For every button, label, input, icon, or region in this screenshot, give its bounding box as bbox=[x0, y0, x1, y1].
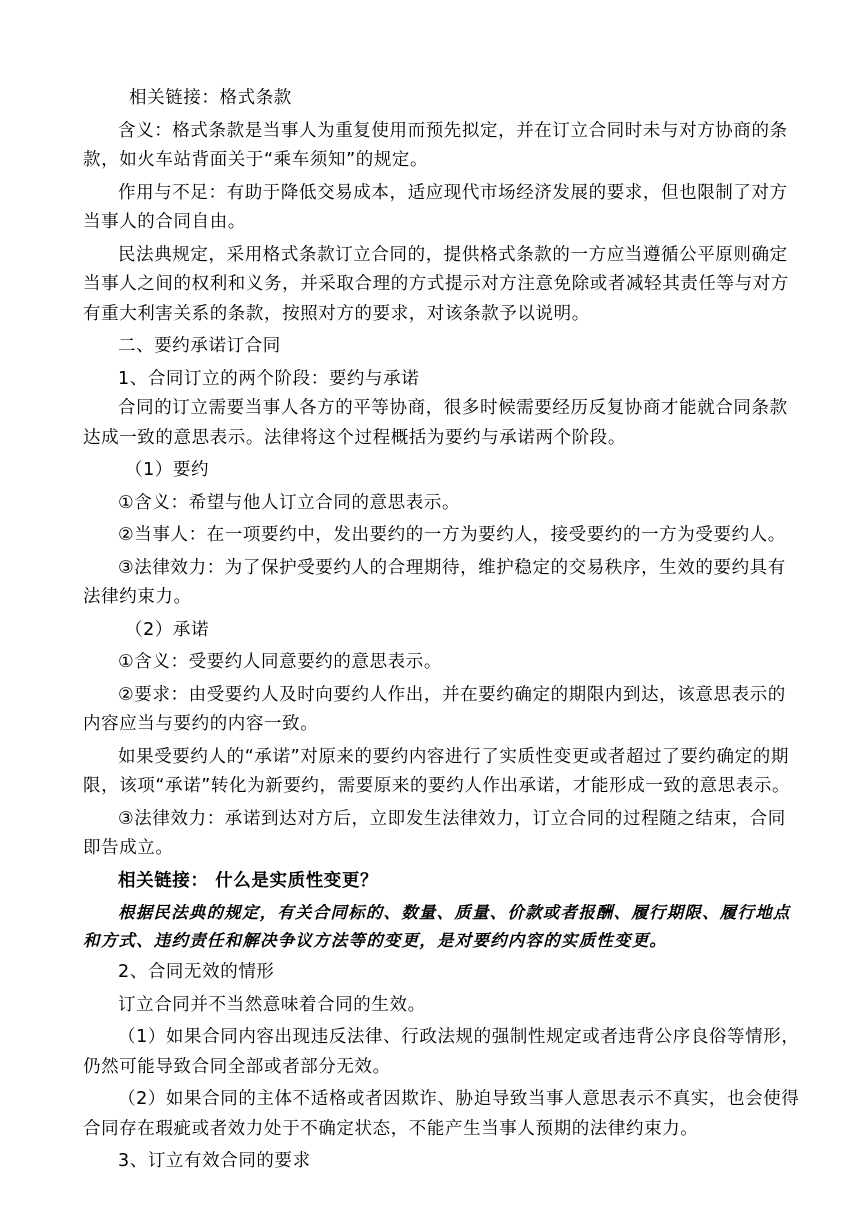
item-heading-acceptance: （2）承诺 bbox=[125, 619, 210, 640]
offer-parties: ②当事人：在一项要约中，发出要约的一方为要约人，接受要约的一方为受要约人。 bbox=[118, 525, 786, 545]
acceptance-definition: ①含义：受要约人同意要约的意思表示。 bbox=[118, 652, 442, 672]
paragraph-civil-code: 民法典规定，采用格式条款订立合同的，提供格式条款的一方应当遵循公平原则确定当事人之间的权利和义务，并采取合理的方式提示对方注意免除或者减轻其责任等与对方有重大利害关系的条款，按照对方的要求，对该条款予以说明。 bbox=[83, 244, 789, 324]
acceptance-legal-effect: ③法律效力：承诺到达对方后，立即发生法律效力，订立合同的过程随之结束，合同即告成立。 bbox=[83, 808, 786, 858]
paragraph-contract-formation: 合同的订立需要当事人各方的平等协商，很多时候需要经历反复协商才能就合同条款达成一致的意思表示。法律将这个过程概括为要约与承诺两个阶段。 bbox=[83, 398, 788, 448]
subsection-heading-invalid: 2、合同无效的情形 bbox=[118, 962, 275, 982]
subsection-heading-valid-requirements: 3、订立有效合同的要求 bbox=[118, 1151, 311, 1171]
acceptance-requirements: ②要求：由受要约人及时向要约人作出，并在要约确定的期限内到达，该意思表示的内容应当与要约的内容一致。 bbox=[83, 684, 786, 734]
invalid-case-2: （2）如果合同的主体不适格或者因欺诈、胁迫导致当事人意思表示不真实，也会使得合同存在瑕疵或者效力处于不确定状态，不能产生当事人预期的法律约束力。 bbox=[83, 1089, 800, 1139]
section-heading-offer-acceptance: 二、要约承诺订合同 bbox=[118, 336, 281, 356]
related-link-heading: 相关链接：格式条款 bbox=[129, 88, 292, 108]
paragraph-definition: 含义：格式条款是当事人为重复使用而预先拟定，并在订立合同时未与对方协商的条款，如火车站背面关于“乘车须知”的规定。 bbox=[83, 120, 788, 170]
invalid-case-1: （1）如果合同内容出现违反法律、行政法规的强制性规定或者违背公序良俗等情形，仍然可能导致合同全部或者部分无效。 bbox=[83, 1027, 800, 1077]
paragraph-not-effective: 订立合同并不当然意味着合同的生效。 bbox=[118, 994, 426, 1015]
paragraph-function: 作用与不足：有助于降低交易成本，适应现代市场经济发展的要求，但也限制了对方当事人的合同自由。 bbox=[83, 182, 788, 232]
offer-definition: ①含义：希望与他人订立合同的意思表示。 bbox=[118, 492, 461, 513]
paragraph-new-offer: 如果受要约人的“承诺”对原来的要约内容进行了实质性变更或者超过了要约确定的期限，该项“承诺”转化为新要约，需要原来的要约人作出承诺，才能形成一致的意思表示。 bbox=[83, 746, 791, 796]
paragraph-material-change-note: 根据民法典的规定，有关合同标的、数量、质量、价款或者报酬、履行期限、履行地点和方式、违约责任和解决争议方法等的变更，是对要约内容的实质性变更。 bbox=[83, 903, 791, 950]
related-link-material-change: 相关链接： 什么是实质性变更？ bbox=[118, 870, 379, 891]
subsection-heading-stages: 1、合同订立的两个阶段：要约与承诺 bbox=[118, 368, 420, 389]
offer-legal-effect: ③法律效力：为了保护受要约人的合理期待，维护稳定的交易秩序，生效的要约具有法律约束力。 bbox=[83, 557, 786, 607]
item-heading-offer: （1）要约 bbox=[125, 460, 210, 480]
